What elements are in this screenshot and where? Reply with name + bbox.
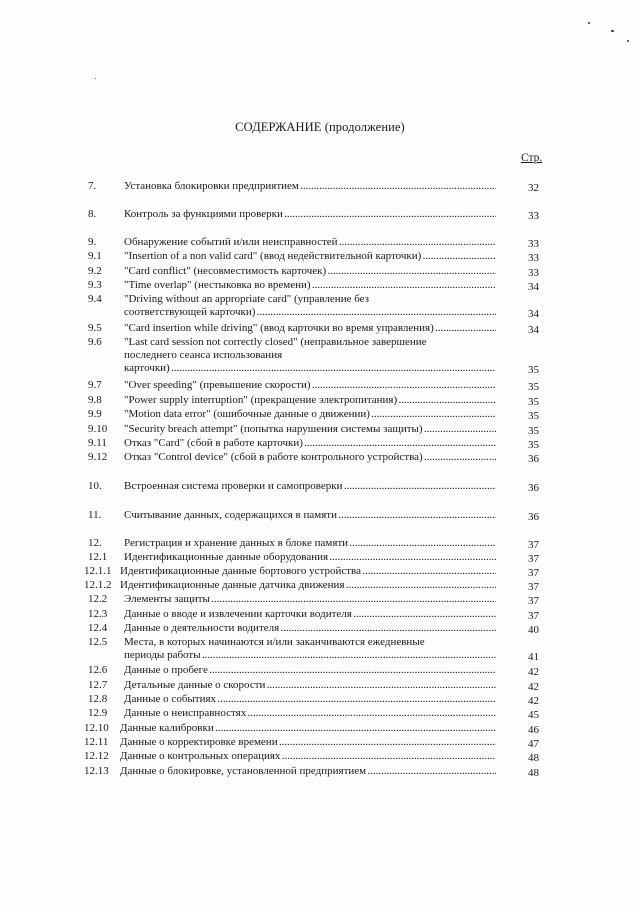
toc-entry-page: 47 bbox=[528, 738, 539, 750]
toc-entry-title-line: Места, в которых начинаются и/или заканчиваются ежедневные bbox=[124, 636, 425, 648]
toc-entry-title-line: Данные калибровки . . . bbox=[120, 722, 496, 735]
toc-entry-title-line: Установка блокировки предприятием . . . bbox=[124, 180, 496, 193]
toc-entry-number: 12.1.2 bbox=[84, 579, 112, 591]
scan-speck bbox=[95, 78, 96, 79]
toc-entry-title-line: Регистрация и хранение данных в блоке памяти . . . bbox=[124, 537, 496, 550]
toc-entry-number: 9.4 bbox=[88, 293, 102, 305]
toc-entry-title bbox=[124, 279, 496, 292]
toc-entry-page: 46 bbox=[528, 724, 539, 736]
toc-entry-number: 11. bbox=[88, 509, 102, 521]
toc-entry-title-line: соответствующей карточки) . . . bbox=[124, 306, 496, 319]
toc-entry-title bbox=[120, 579, 496, 592]
toc-entry-title-line: Идентификационные данные оборудования . . . bbox=[124, 551, 496, 564]
toc-entry-page: 33 bbox=[528, 267, 539, 279]
toc-entry-page: 41 bbox=[528, 650, 539, 663]
toc-entry-number: 9.3 bbox=[88, 279, 102, 291]
toc-entry-title-line: Считывание данных, содержащихся в памяти . . . bbox=[124, 509, 496, 522]
toc-entry-number: 12.13 bbox=[84, 765, 109, 777]
toc-entry-title-line: Данные о деятельности водителя . . . bbox=[124, 622, 496, 635]
toc-entry-number: 9. bbox=[88, 236, 97, 248]
toc-entry-title bbox=[124, 423, 496, 436]
toc-entry-title-line: карточки) . . . bbox=[124, 362, 496, 375]
toc-entry-page: 34 bbox=[528, 307, 539, 320]
toc-entry-title bbox=[124, 336, 496, 374]
toc-entry-title-line: Данные о неисправностях . . . bbox=[124, 707, 496, 720]
toc-entry-number: 12.1 bbox=[88, 551, 108, 563]
toc-entry-title bbox=[124, 622, 496, 635]
toc-entry-title-line: "Insertion of a non valid card" (ввод недействительной карточки) . . . bbox=[124, 250, 496, 263]
toc-entry-title bbox=[124, 236, 496, 249]
toc-entry-title bbox=[124, 250, 496, 263]
toc-entry-title bbox=[124, 707, 496, 720]
toc-entry-page: 36 bbox=[528, 453, 539, 465]
toc-entry-number: 12.9 bbox=[88, 707, 108, 719]
toc-entry-page: 37 bbox=[528, 539, 539, 551]
toc-entry-page: 35 bbox=[528, 439, 539, 451]
toc-entry-page: 48 bbox=[528, 767, 539, 779]
toc-entry-title-line: Отказ "Card" (сбой в работе карточки) . . . bbox=[124, 437, 496, 450]
toc-entry-title-line: Идентификационные данные бортового устройства . . . bbox=[120, 565, 496, 578]
toc-entry-page: 42 bbox=[528, 666, 539, 678]
toc-entry-title-line: Данные о вводе и извлечении карточки водителя . . . bbox=[124, 608, 496, 621]
toc-entry-page: 35 bbox=[528, 410, 539, 422]
toc-entry-page: 33 bbox=[528, 252, 539, 264]
toc-entry-title bbox=[124, 322, 496, 335]
page-column-header: Стр. bbox=[521, 152, 543, 164]
toc-entry-page: 37 bbox=[528, 553, 539, 565]
toc-entry-number: 12.7 bbox=[88, 679, 108, 691]
toc-entry-number: 12.4 bbox=[88, 622, 108, 634]
toc-entry-title-line: последнего сеанса использования bbox=[124, 348, 283, 361]
toc-entry-number: 9.2 bbox=[88, 265, 102, 277]
toc-entry-number: 12.5 bbox=[88, 636, 108, 648]
toc-entry-title bbox=[120, 565, 496, 578]
toc-entry-number: 9.7 bbox=[88, 379, 102, 391]
toc-entry-title-line: "Security breach attempt" (попытка нарушения системы защиты) . . . bbox=[124, 423, 496, 436]
toc-entry-page: 40 bbox=[528, 624, 539, 636]
toc-entry-number: 9.10 bbox=[88, 423, 108, 435]
toc-entry-page: 35 bbox=[528, 381, 539, 393]
toc-entry-title bbox=[124, 379, 496, 392]
toc-entry-title bbox=[124, 408, 496, 421]
toc-entry-page: 34 bbox=[528, 281, 539, 293]
toc-entry-title bbox=[124, 551, 496, 564]
toc-entry-title bbox=[120, 736, 496, 749]
toc-entry-title bbox=[120, 722, 496, 735]
toc-entry-title-line: "Driving without an appropriate card" (управление без bbox=[124, 293, 370, 305]
toc-entry-title bbox=[124, 265, 496, 278]
toc-entry-title-line: Данные о событиях . . . bbox=[124, 693, 496, 706]
toc-entry-number: 9.1 bbox=[88, 250, 102, 262]
toc-entry-title-line: Контроль за функциями проверки . . . bbox=[124, 208, 496, 221]
toc-entry-number: 7. bbox=[88, 180, 97, 192]
toc-entry-title bbox=[124, 509, 496, 522]
toc-entry-title-line: "Time overlap" (нестыковка во времени) . . . bbox=[124, 279, 496, 292]
toc-entry-number: 9.11 bbox=[88, 437, 107, 449]
toc-entry-number: 9.6 bbox=[88, 336, 102, 348]
toc-entry-title bbox=[124, 451, 496, 464]
toc-entry-title-line: "Card insertion while driving" (ввод карточки во время управления) . . . bbox=[124, 322, 496, 335]
toc-entry-title-line: Идентификационные данные датчика движения . . . bbox=[120, 579, 496, 592]
toc-entry-page: 37 bbox=[528, 595, 539, 607]
toc-entry-number: 12.10 bbox=[84, 722, 109, 734]
toc-entry-number: 12.6 bbox=[88, 664, 108, 676]
toc-entry-title-line: "Motion data error" (ошибочные данные о движении) . . . bbox=[124, 408, 496, 421]
toc-entry-page: 37 bbox=[528, 581, 539, 593]
toc-entry-number: 10. bbox=[88, 480, 102, 492]
toc-entry-number: 12.12 bbox=[84, 750, 109, 762]
toc-entry-page: 35 bbox=[528, 363, 539, 376]
toc-entry-title bbox=[124, 679, 496, 692]
toc-entry-number: 9.12 bbox=[88, 451, 108, 463]
toc-entry-title-line: периоды работы . . . bbox=[124, 649, 496, 662]
toc-entry-number: 12. bbox=[88, 537, 102, 549]
toc-entry-number: 12.11 bbox=[84, 736, 109, 748]
toc-entry-page: 34 bbox=[528, 324, 539, 336]
toc-entry-page: 36 bbox=[528, 482, 539, 494]
toc-entry-title bbox=[124, 593, 496, 606]
page-title: СОДЕРЖАНИЕ (продолжение) bbox=[235, 120, 405, 134]
scan-speck bbox=[611, 30, 614, 32]
toc-entry-number: 9.9 bbox=[88, 408, 102, 420]
toc-entry-title bbox=[124, 636, 496, 662]
toc-entry-title-line: "Card conflict" (несовместимость карточек) . . . bbox=[124, 265, 496, 278]
scan-speck bbox=[627, 40, 629, 42]
toc-entry-title-line: Обнаружение событий и/или неисправностей . . . bbox=[124, 236, 496, 249]
toc-entry-title bbox=[124, 394, 496, 407]
toc-entry-title bbox=[124, 608, 496, 621]
toc-entry-title bbox=[124, 664, 496, 677]
toc-entry-page: 35 bbox=[528, 425, 539, 437]
toc-entry-page: 48 bbox=[528, 752, 539, 764]
toc-entry-page: 37 bbox=[528, 610, 539, 622]
scan-speck bbox=[588, 22, 590, 24]
toc-entry-page: 35 bbox=[528, 396, 539, 408]
toc-entry-title-line: Встроенная система проверки и самопроверки . . . bbox=[124, 480, 496, 493]
toc-entry-title bbox=[124, 480, 496, 493]
toc-entry-title-line: Элементы защиты . . . bbox=[124, 593, 496, 606]
toc-entry-title-line: Данные о блокировке, установленной предприятием . . . bbox=[120, 765, 496, 778]
toc-entry-page: 33 bbox=[528, 210, 539, 222]
toc-entry-page: 42 bbox=[528, 681, 539, 693]
toc-entry-number: 12.8 bbox=[88, 693, 108, 705]
toc-entry-title-line: Данные о корректировке времени . . . bbox=[120, 736, 496, 749]
toc-entry-title bbox=[120, 765, 496, 778]
toc-entry-number: 9.5 bbox=[88, 322, 102, 334]
toc-entry-title-line: "Last card session not correctly closed" (неправильное завершение bbox=[124, 336, 427, 348]
toc-entry-title bbox=[124, 293, 496, 319]
toc-entry-title-line: Данные о контрольных операциях . . . bbox=[120, 750, 496, 763]
toc-entry-page: 37 bbox=[528, 567, 539, 579]
toc-entry-page: 33 bbox=[528, 238, 539, 250]
toc-entry-title bbox=[124, 537, 496, 550]
toc-entry-page: 42 bbox=[528, 695, 539, 707]
toc-entry-page: 36 bbox=[528, 511, 539, 523]
toc-entry-page: 32 bbox=[528, 182, 539, 194]
toc-entry-title bbox=[124, 437, 496, 450]
toc-entry-number: 9.8 bbox=[88, 394, 102, 406]
toc-entry-number: 8. bbox=[88, 208, 97, 220]
toc-entry-number: 12.1.1 bbox=[84, 565, 112, 577]
toc-entry-title-line: "Power supply interruption" (прекращение электропитания) . . . bbox=[124, 394, 496, 407]
toc-entry-number: 12.2 bbox=[88, 593, 108, 605]
toc-entry-number: 12.3 bbox=[88, 608, 108, 620]
toc-entry-title-line: "Over speeding" (превышение скорости) . . . bbox=[124, 379, 496, 392]
toc-entry-title bbox=[124, 693, 496, 706]
toc-entry-title bbox=[124, 180, 496, 193]
toc-entry-title bbox=[120, 750, 496, 763]
toc-entry-title-line: Отказ "Control device" (сбой в работе контрольного устройства) . . . bbox=[124, 451, 496, 464]
toc-entry-page: 45 bbox=[528, 709, 539, 721]
toc-entry-title bbox=[124, 208, 496, 221]
toc-entry-title-line: Детальные данные о скорости . . . bbox=[124, 679, 496, 692]
toc-entry-title-line: Данные о пробеге . . . bbox=[124, 664, 496, 677]
